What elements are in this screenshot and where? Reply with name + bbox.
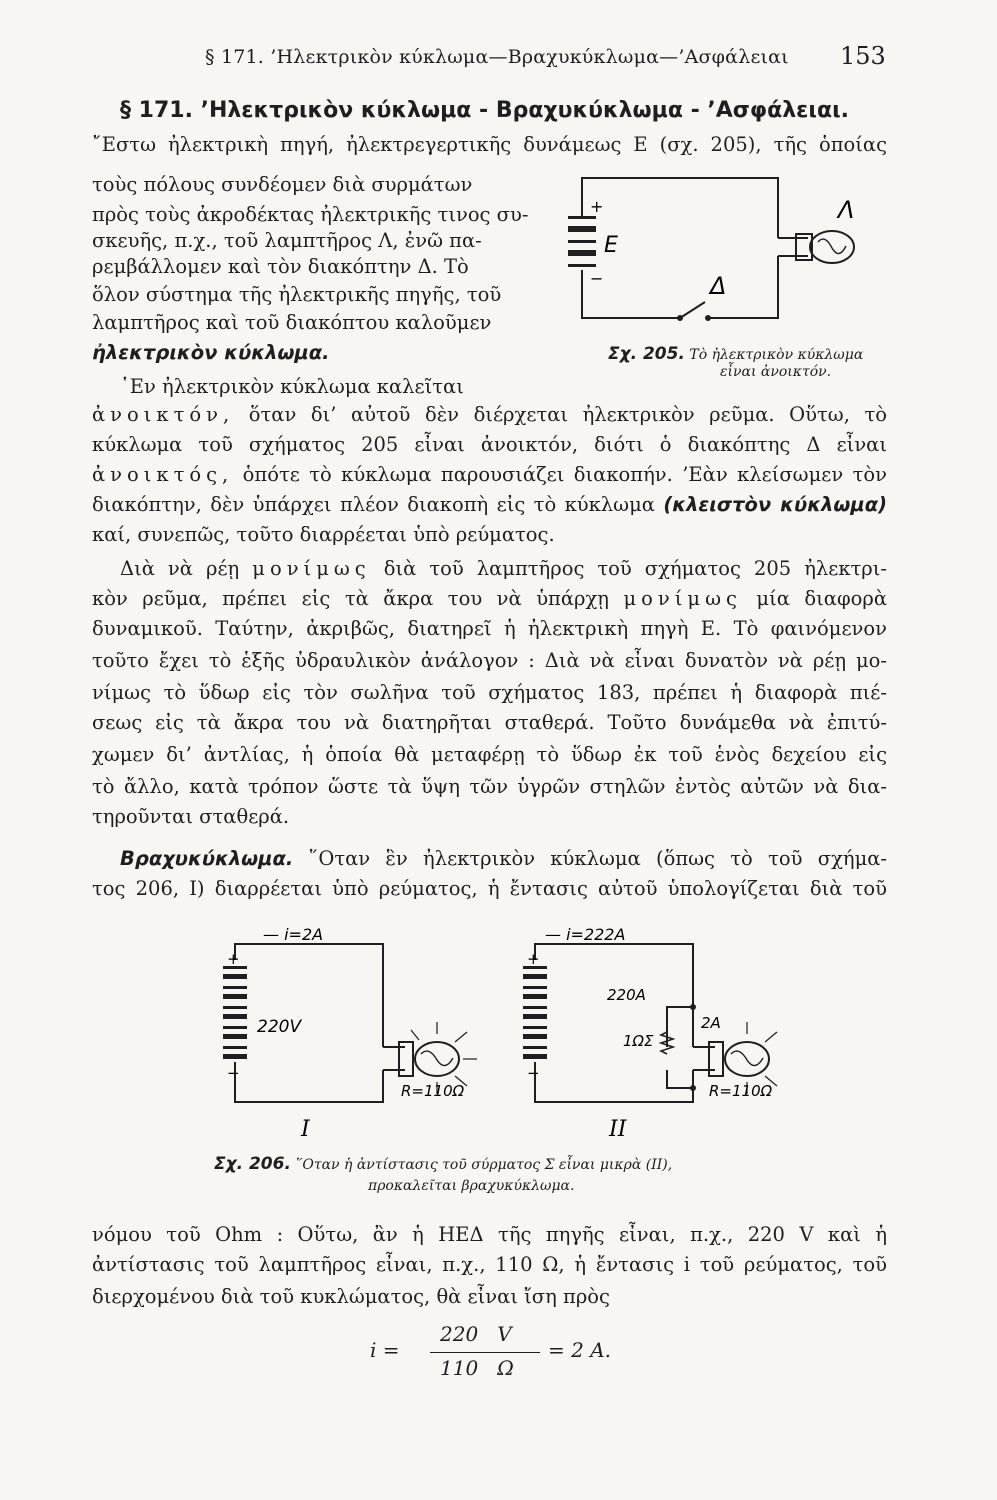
para3-line-2 [92, 586, 887, 612]
fig205-battery-plate [568, 226, 596, 232]
fig205-switch-blade [680, 302, 705, 318]
para2-line-5 [92, 492, 887, 518]
fig205-switch-contact [705, 315, 711, 321]
para4-line-1 [120, 846, 887, 872]
fig206-II-wire-bottom [535, 1062, 693, 1102]
para1-line-2: τοὺς πόλους συνδέομεν διὰ συρμάτων [92, 173, 473, 196]
fig206-II-minus: − [527, 1064, 540, 1082]
running-title: § 171. ’Ηλεκτρικὸν κύκλωμα—Βραχυκύκλωμα—’Ασφάλειαι [205, 46, 789, 68]
para2-line-3: κύκλωμα τοῦ σχήματος 205 εἶναι ἀνοικτόν, διότι ὁ διακόπτης Δ εἶναι [92, 433, 887, 456]
para2-line-4 [92, 462, 887, 488]
fig205-battery-plate [568, 240, 596, 243]
para5-line-2: ἀντίστασις τοῦ λαμπτῆρος εἶναι, π.χ., 110 Ω, ἡ ἔντασις i τοῦ ρεύματος, τοῦ [92, 1253, 887, 1276]
para5-line-3: διερχομένου διὰ τοῦ κυκλώματος, θὰ εἶναι ἴση πρὸς [92, 1285, 610, 1308]
fig206-I-plus: + [227, 950, 240, 968]
para3-line-3: δυναμικοῦ. Ταύτην, ἀκριβῶς, διατηρεῖ ἡ ἠλεκτρικὴ πηγὴ E. Τὸ φαινόμενον [92, 617, 887, 640]
fig206-II-shunt-bottom [667, 1070, 693, 1088]
fig205-plus: + [590, 197, 604, 216]
fig206-II-node [690, 1004, 696, 1010]
running-header [0, 38, 997, 78]
para1-line-8: ἠλεκτρικὸν κύκλωμα. [92, 341, 330, 364]
fig206-caption-line-2: προκαλεῖται βραχυκύκλωμα. [368, 1178, 575, 1194]
fig205-switch-pivot [677, 315, 683, 321]
fig206-I-wire-bottom [235, 1062, 383, 1102]
fig206-II-shunt-resistance: 1ΩΣ [623, 1032, 654, 1050]
term-anoiktos: ἀνοικτός, [92, 463, 234, 486]
para1-line-4: σκευῆς, π.χ., τοῦ λαμπτῆρος Λ, ἐνῶ πα- [92, 229, 482, 252]
term-kleiston: (κλειστὸν κύκλωμα) [663, 493, 888, 516]
fig206-I-voltage: 220V [257, 1017, 302, 1037]
fig206-I-minus: − [227, 1064, 240, 1082]
figure-206 [205, 922, 785, 1144]
fig205-source-label: E [604, 233, 618, 258]
para2-line-4-rest: ὁπότε τὸ κύκλωμα παρουσιάζει διακοπήν. ’Εὰν κλείσωμεν τὸν [242, 463, 887, 486]
para3-line-9: τηροῦνται σταθερά. [92, 805, 290, 828]
para4-line-1-rest: ῞Οταν ἓν ἠλεκτρικὸν κύκλωμα (ὅπως τὸ τοῦ σχήμα- [308, 847, 887, 870]
fig206-I-battery [223, 966, 247, 1059]
fig206-caption-num: Σχ. 206. [214, 1154, 291, 1174]
fig205-caption-num: Σχ. 205. [608, 344, 685, 364]
para3-line-1-a: Διὰ νὰ ρέῃ [120, 557, 240, 580]
term-monimos-2: μονίμως [623, 587, 742, 610]
fig205-battery-plate [568, 216, 596, 219]
term-monimos: μονίμως [252, 557, 371, 580]
term-anoikton: ἀνοικτόν, [92, 403, 235, 426]
formula-fraction-bar [430, 1352, 540, 1353]
fig206-II-plus: + [527, 950, 540, 968]
fig205-lamp-label: Λ [838, 196, 855, 224]
fig205-battery-plate [568, 250, 596, 256]
para3-line-5: νίμως τὸ ὕδωρ εἰς τὸν σωλῆνα τοῦ σχήματος 183, πρέπει ἡ διαφορὰ πιέ- [92, 681, 887, 704]
page-number: 153 [840, 42, 886, 70]
para2-line-2 [92, 402, 887, 428]
fig205-caption [608, 344, 863, 364]
para2-line-6: καί, συνεπῶς, τοῦτο διαρρέεται ὑπὸ ρεύματος. [92, 523, 555, 546]
fig206-caption-line-1: ῞Οταν ἡ ἀντίστασις τοῦ σύρματος Σ εἶναι μικρὰ (II), [295, 1157, 673, 1173]
section-heading: § 171. ’Ηλεκτρικὸν κύκλωμα - Βραχυκύκλωμα - ’Ασφάλειαι. [120, 98, 850, 123]
fig206-II-shunt-top [667, 1007, 693, 1047]
fig206-II-current: — i=222A [545, 925, 626, 944]
fig206-I-current: — i=2A [263, 925, 324, 944]
fig205-switch-label: Δ [710, 272, 727, 300]
fig205-lamp-filament [818, 239, 846, 253]
para3-line-7: χωμεν δι’ ἀντλίας, ἡ ὁποία θὰ μεταφέρῃ τὸ ὕδωρ ἐκ τοῦ ἑνὸς δεχείου εἰς [92, 743, 887, 766]
formula-numerator: 220 V [440, 1322, 512, 1346]
fig206-I-roman: I [301, 1117, 310, 1142]
para3-line-2-a: κὸν ρεῦμα, πρέπει εἰς τὰ ἄκρα του νὰ ὑπάρχῃ [92, 587, 609, 610]
para3-line-4: τοῦτο ἔχει τὸ ἑξῆς ὑδραυλικὸν ἀνάλογον : Διὰ νὰ εἶναι δυνατὸν νὰ ρέῃ μο- [92, 649, 887, 672]
term-vrachykyklwma: Βραχυκύκλωμα. [120, 847, 294, 870]
formula-lhs: i = [370, 1338, 400, 1362]
formula-rhs: = 2 A. [548, 1338, 611, 1362]
fig206-II-node [690, 1085, 696, 1091]
fig206-II-shunt-current: 220A [607, 986, 646, 1004]
para3-line-2-c: μία διαφορὰ [756, 587, 887, 610]
para5-line-1: νόμου τοῦ Ohm : Οὕτω, ἂν ἡ ΗΕΔ τῆς πηγῆς εἶναι, π.χ., 220 V καὶ ἡ [92, 1223, 887, 1246]
para1-line-7: λαμπτῆρος καὶ τοῦ διακόπτου καλοῦμεν [92, 311, 492, 334]
fig205-battery-plate [568, 264, 596, 267]
fig206-caption [214, 1154, 672, 1174]
fig206-II-lamp-current: 2A [701, 1014, 721, 1032]
fig206-II-roman: II [609, 1117, 627, 1142]
para1-line-1: ῎Εστω ἠλεκτρικὴ πηγή, ἠλεκτρεγερτικῆς δυνάμεως E (σχ. 205), τῆς ὁποίας [92, 133, 887, 156]
fig205-minus: − [590, 269, 604, 288]
para3-line-8: τὸ ἄλλο, κατὰ τρόπον ὥστε τὰ ὕψη τῶν ὑγρῶν στηλῶν ἐντὸς αὐτῶν νὰ δια- [92, 775, 887, 798]
para3-line-1-c: διὰ τοῦ λαμπτῆρος τοῦ σχήματος 205 ἠλεκτρι- [383, 557, 888, 580]
fig205-caption-line-2: εἶναι ἀνοικτόν. [720, 364, 832, 380]
para2-line-5-text: διακόπτην, δὲν ὑπάρχει πλέον διακοπὴ εἰς τὸ κύκλωμα [92, 493, 655, 516]
para2-line-1: ῾Εν ἠλεκτρικὸν κύκλωμα καλεῖται [120, 375, 464, 398]
formula-denominator: 110 Ω [440, 1356, 514, 1380]
fig206-II-battery [523, 966, 696, 1091]
para3-line-1 [120, 556, 887, 582]
fig206-I-resistance: R=110Ω [401, 1082, 465, 1100]
fig205-caption-line-1: Τὸ ἠλεκτρικὸν κύκλωμα [689, 347, 864, 363]
fig205-wire-top [582, 178, 778, 238]
para2-line-2-rest: ὅταν δι’ αὐτοῦ δὲν διέρχεται ἠλεκτρικὸν ρεῦμα. Οὕτω, τὸ [248, 403, 887, 426]
para4-line-2: τος 206, I) διαρρέεται ὑπὸ ρεύματος, ἡ ἔντασις αὐτοῦ ὑπολογίζεται διὰ τοῦ [92, 877, 887, 900]
para1-line-5: ρεμβάλλομεν καὶ τὸν διακόπτην Δ. Τὸ [92, 255, 469, 278]
fig206-II-resistance: R=110Ω [709, 1082, 773, 1100]
para1-line-3: πρὸς τοὺς ἀκροδέκτας ἠλεκτρικῆς τινος συ- [92, 203, 529, 226]
figure-205 [560, 170, 880, 340]
para3-line-6: σεως εἰς τὰ ἄκρα του νὰ διατηρῆται σταθερά. Τοῦτο δυνάμεθα νὰ ἐπιτύ- [92, 711, 887, 734]
para1-line-6: ὅλον σύστημα τῆς ἠλεκτρικῆς πηγῆς, τοῦ [92, 283, 502, 306]
